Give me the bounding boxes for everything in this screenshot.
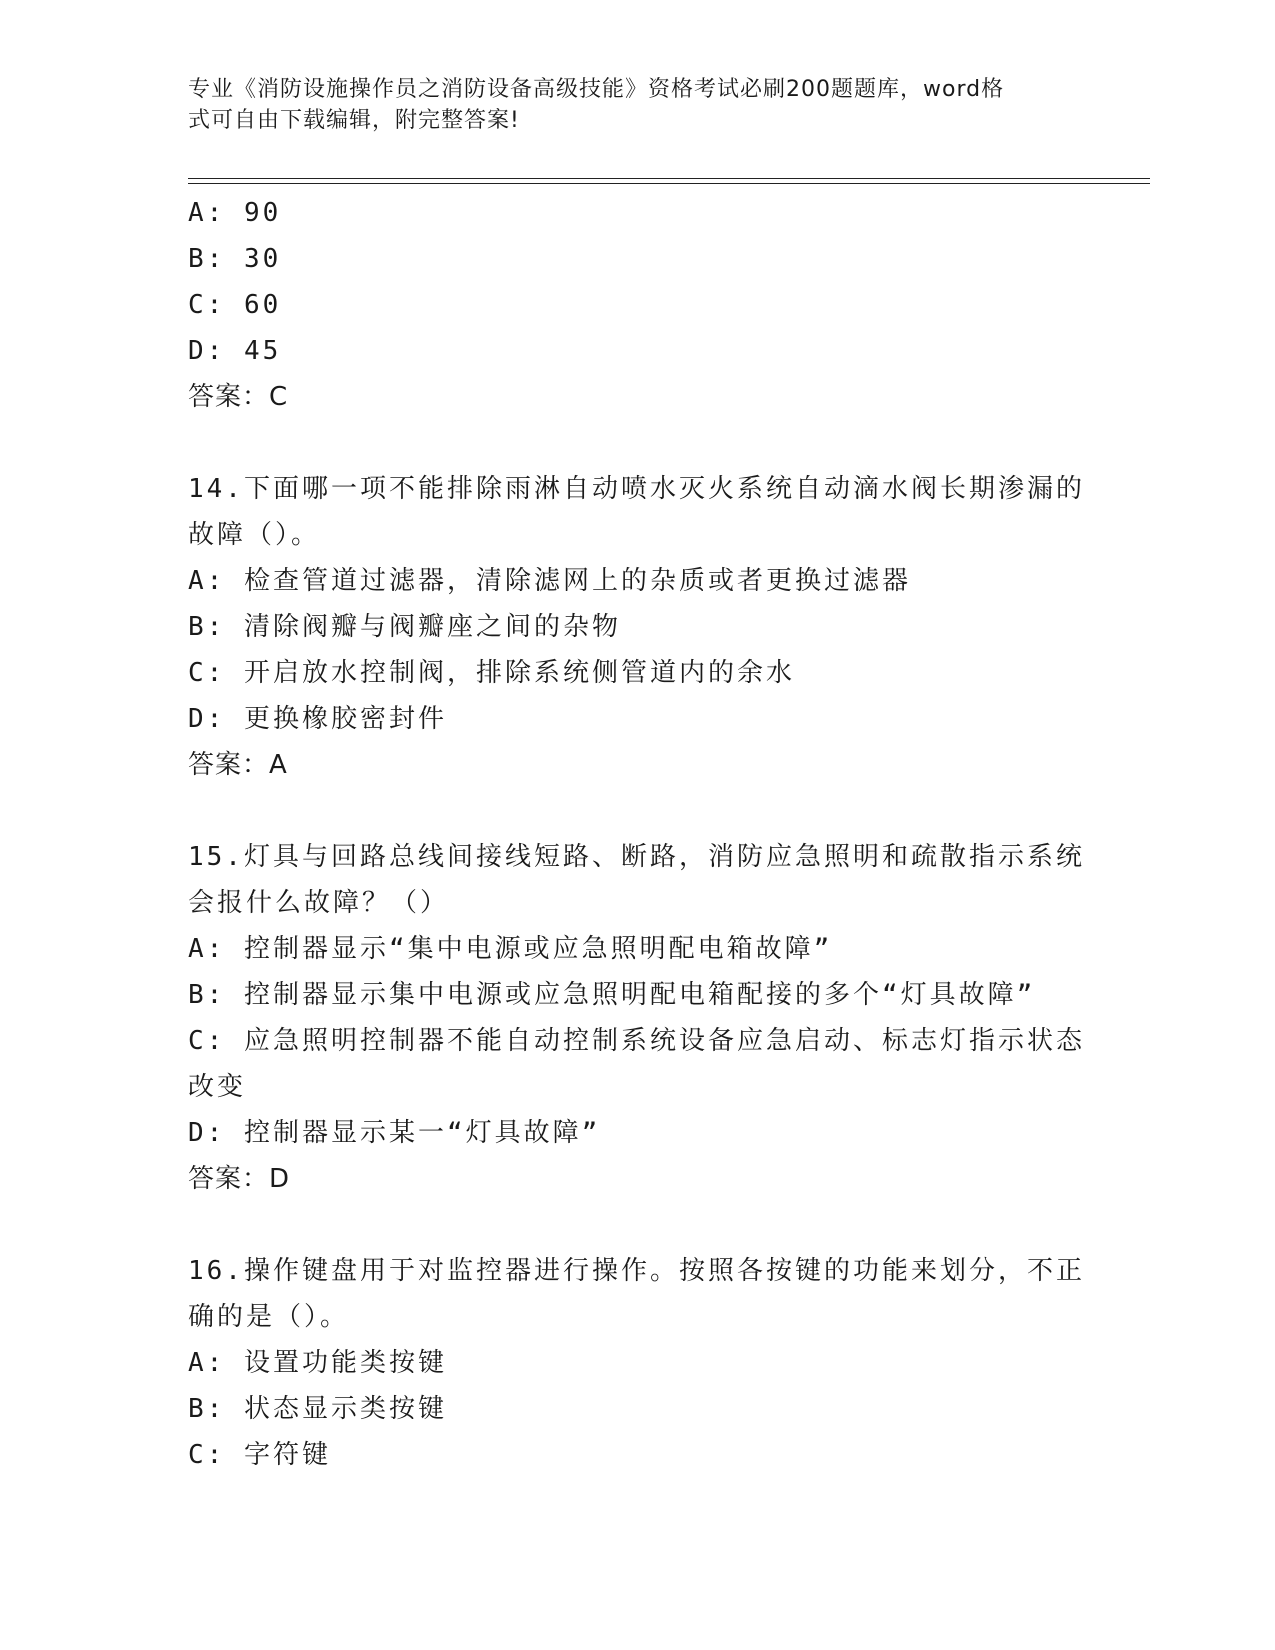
- option-c: C: 字符键: [188, 1440, 331, 1470]
- question-stem-line: 14.下面哪一项不能排除雨淋自动喷水灭火系统自动滴水阀长期渗漏的: [188, 474, 1085, 504]
- question-stem-line: 故障（）。: [188, 520, 321, 550]
- question-13-tail: [188, 190, 1088, 420]
- option-c: C: 60: [188, 290, 282, 320]
- option-b: B: 控制器显示集中电源或应急照明配电箱配接的多个“灯具故障”: [188, 980, 1036, 1010]
- option-c-continued: 改变: [188, 1072, 247, 1102]
- question-stem-line: 确的是（）。: [188, 1302, 350, 1332]
- question-15: [188, 834, 1088, 1202]
- question-stem-line: 15.灯具与回路总线间接线短路、断路，消防应急照明和疏散指示系统: [188, 842, 1085, 872]
- question-gap: [188, 788, 1088, 834]
- option-a: A: 控制器显示“集中电源或应急照明配电箱故障”: [188, 934, 833, 964]
- question-stem-line: 会报什么故障？（）: [188, 888, 450, 918]
- header-divider-top: [188, 178, 1150, 179]
- header-line-1: 专业《消防设施操作员之消防设备高级技能》资格考试必刷200题题库，word格: [188, 77, 1005, 102]
- option-c: C: 应急照明控制器不能自动控制系统设备应急启动、标志灯指示状态: [188, 1026, 1085, 1056]
- answer-line: 答案：A: [188, 750, 288, 780]
- answer-line: 答案：D: [188, 1164, 291, 1194]
- option-b: B: 状态显示类按键: [188, 1394, 447, 1424]
- option-b: B: 清除阀瓣与阀瓣座之间的杂物: [188, 612, 621, 642]
- option-a: A: 90: [188, 198, 282, 228]
- option-d: D: 控制器显示某一“灯具故障”: [188, 1118, 601, 1148]
- question-gap: [188, 420, 1088, 466]
- option-a: A: 设置功能类按键: [188, 1348, 447, 1378]
- option-d: D: 45: [188, 336, 282, 366]
- option-b: B: 30: [188, 244, 282, 274]
- header-line-2: 式可自由下载编辑，附完整答案!: [188, 108, 520, 133]
- question-stem-line: 16.操作键盘用于对监控器进行操作。按照各按键的功能来划分，不正: [188, 1256, 1085, 1286]
- question-14: [188, 466, 1088, 788]
- option-c: C: 开启放水控制阀，排除系统侧管道内的余水: [188, 658, 795, 688]
- question-content: [188, 190, 1088, 1478]
- question-gap: [188, 1202, 1088, 1248]
- question-16: [188, 1248, 1088, 1478]
- document-header: [188, 74, 1068, 136]
- option-d: D: 更换橡胶密封件: [188, 704, 447, 734]
- option-a: A: 检查管道过滤器，清除滤网上的杂质或者更换过滤器: [188, 566, 911, 596]
- answer-line: 答案：C: [188, 382, 289, 412]
- header-divider-bottom: [188, 183, 1150, 184]
